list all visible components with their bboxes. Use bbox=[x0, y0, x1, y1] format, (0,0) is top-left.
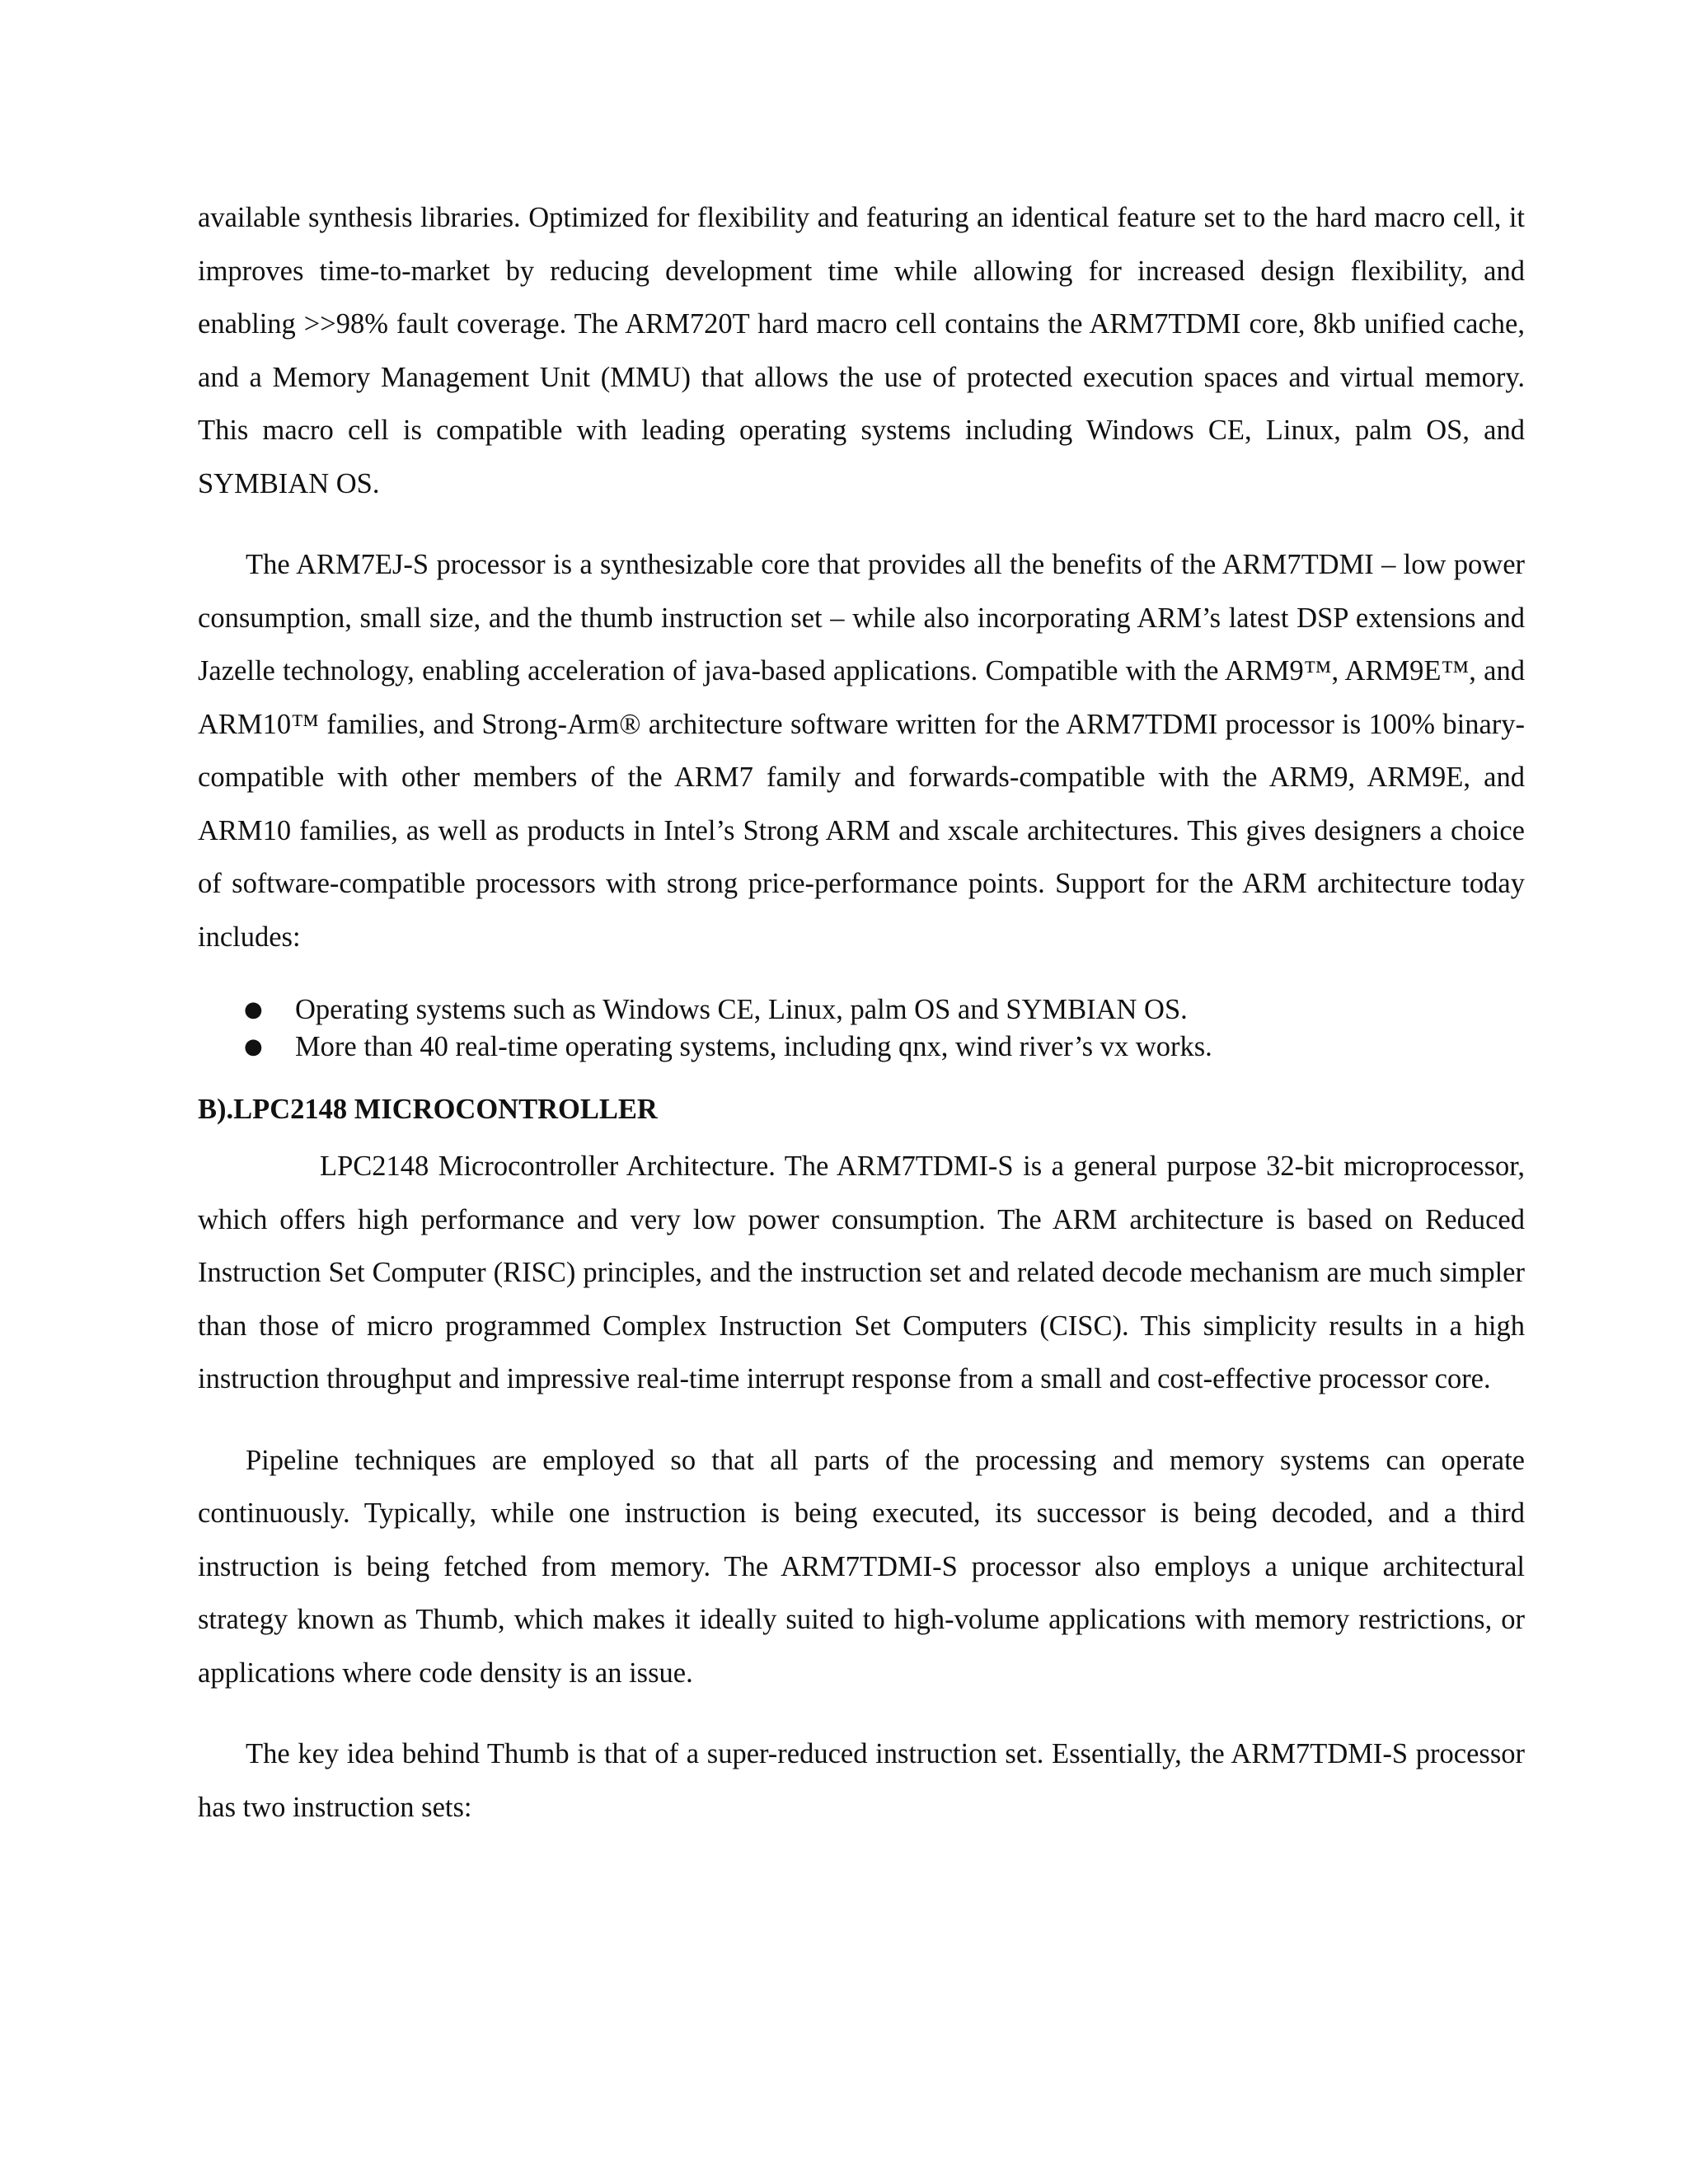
paragraph-arm720t: available synthesis libraries. Optimized for flexibility and featuring an identical feature set to the hard macro cell, it improves time-to-market by reducing development time while allowing for increased design flexibility, and enabling >>98% fault coverage. The ARM720T hard macro cell contains the ARM7TDMI core, 8kb unified cache, and a Memory Management Unit (MMU) that allows the use of protected execution spaces and virtual memory. This macro cell is compatible with leading operating systems including Windows CE, Linux, palm OS, and SYMBIAN OS. bbox=[198, 202, 1525, 499]
list-item-text: More than 40 real-time operating systems, including qnx, wind river’s vx works. bbox=[295, 1031, 1212, 1062]
bullet-icon: ● bbox=[244, 1034, 263, 1059]
paragraph-thumb: The key idea behind Thumb is that of a super-reduced instruction set. Essentially, the ARM7TDMI-S processor has two instruction sets: bbox=[198, 1738, 1525, 1823]
paragraph-pipeline: Pipeline techniques are employed so that all parts of the processing and memory systems can operate continuously. Typically, while one instruction is being executed, its successor is being decoded, and a third instruction is being fetched from memory. The ARM7TDMI-S processor also employs a unique architectural strategy known as Thumb, which makes it ideally suited to high-volume applications with memory restrictions, or applications where code density is an issue. bbox=[198, 1444, 1525, 1689]
paragraph-arm7ej-s: The ARM7EJ-S processor is a synthesizable core that provides all the benefits of the ARM7TDMI – low power consumption, small size, and the thumb instruction set – while also incorporating ARM’s latest DSP extensions and Jazelle technology, enabling acceleration of java-based applications. Compatible with the ARM9™, ARM9E™, and ARM10™ families, and Strong-Arm® architecture software written for the ARM7TDMI processor is 100% binary-compatible with other members of the ARM7 family and forwards-compatible with the ARM9, ARM9E, and ARM10 families, as well as products in Intel’s Strong ARM and xscale architectures. This gives designers a choice of software-compatible processors with strong price-performance points. Support for the ARM architecture today includes: bbox=[198, 549, 1525, 953]
paragraph-lpc2148-architecture: LPC2148 Microcontroller Architecture. The ARM7TDMI-S is a general purpose 32-bit microprocessor, which offers high performance and very low power consumption. The ARM architecture is based on Reduced Instruction Set Computer (RISC) principles, and the instruction set and related decode mechanism are much simpler than those of micro programmed Complex Instruction Set Computers (CISC). This simplicity results in a high instruction throughput and impressive real-time interrupt response from a small and cost-effective processor core. bbox=[198, 1151, 1525, 1394]
list-item bbox=[198, 991, 1525, 1029]
list-item-text: Operating systems such as Windows CE, Linux, palm OS and SYMBIAN OS. bbox=[295, 994, 1188, 1025]
list-item bbox=[198, 1029, 1525, 1066]
document-body bbox=[198, 191, 1525, 1834]
support-list bbox=[198, 991, 1525, 1066]
section-heading: B).LPC2148 MICROCONTROLLER bbox=[198, 1094, 658, 1125]
bullet-icon: ● bbox=[244, 997, 263, 1022]
